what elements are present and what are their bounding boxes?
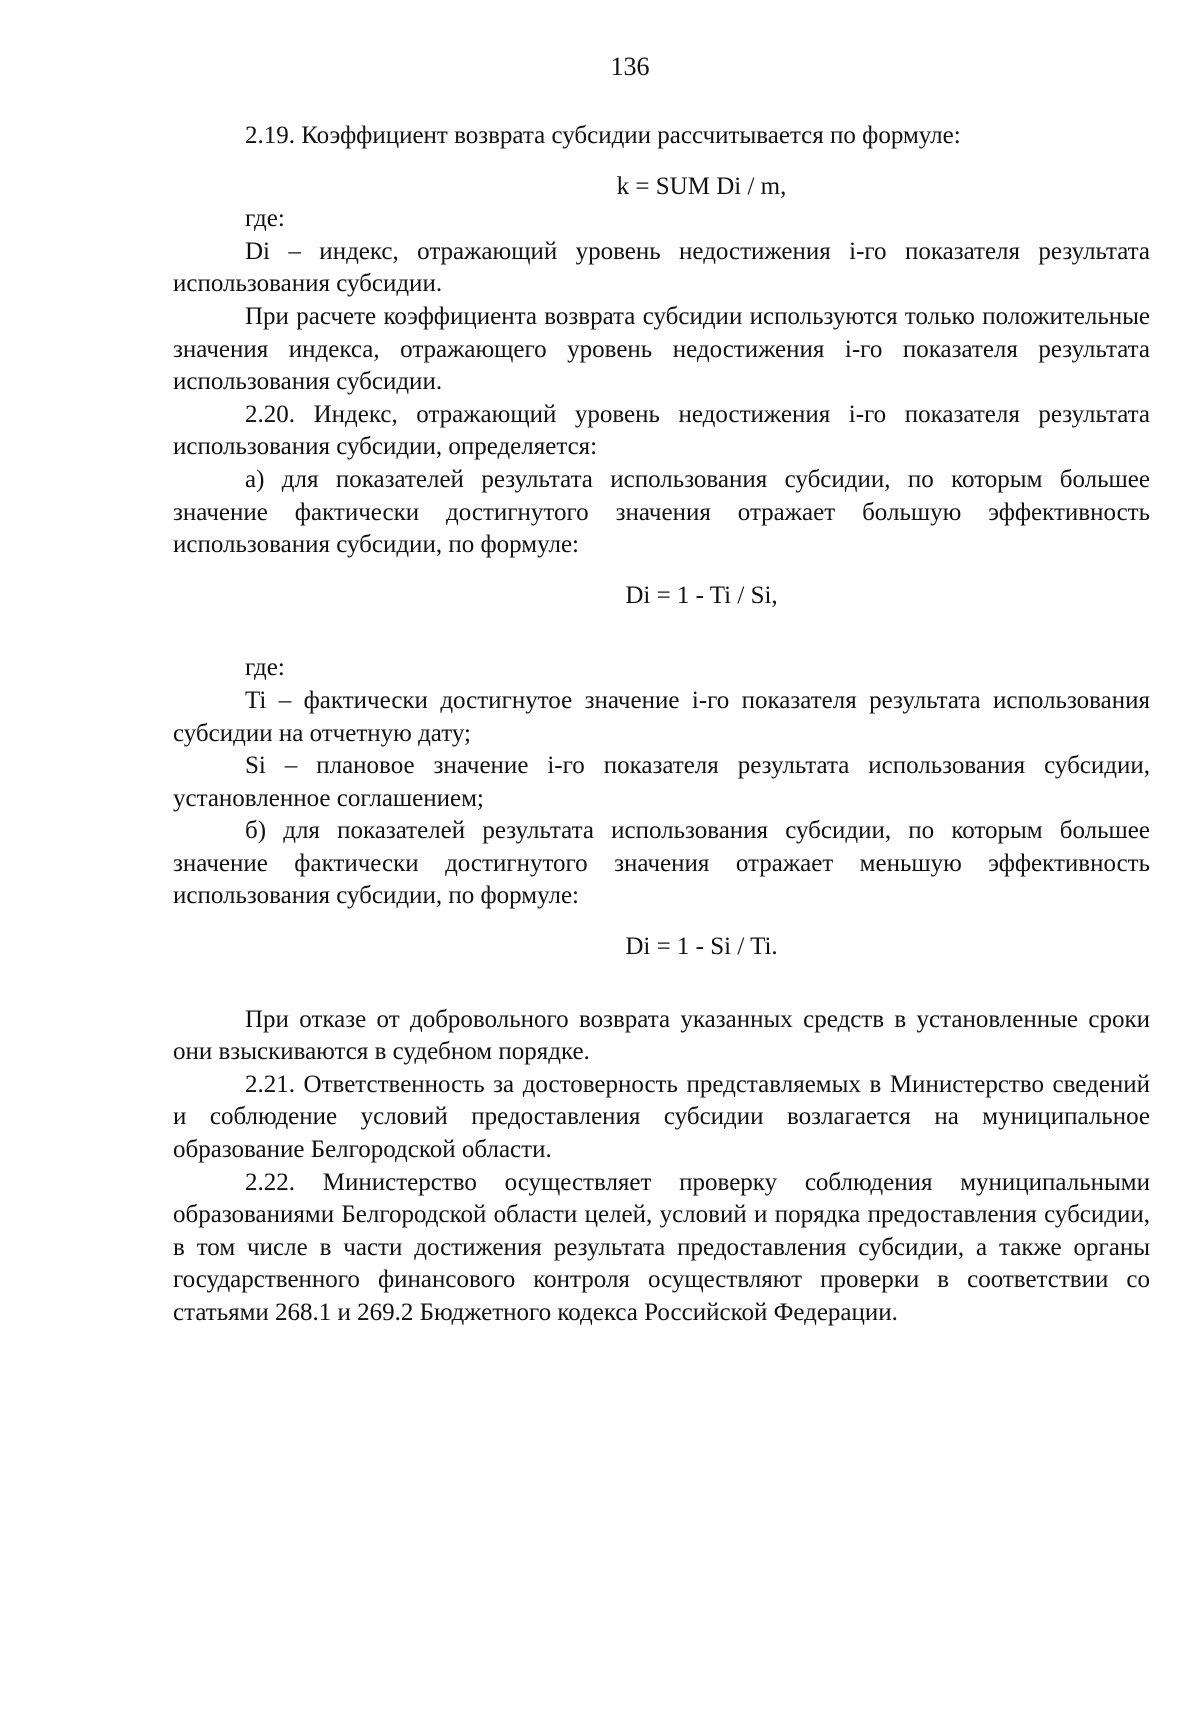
- definition-di: Di – индекс, отражающий уровень недостижения i-го показателя результата использования субсидии.: [173, 237, 1150, 298]
- paragraph-2-19: 2.19. Коэффициент возврата субсидии рассчитывается по формуле:: [245, 122, 961, 149]
- page-number: 136: [610, 52, 650, 81]
- formula-di-a: Di = 1 - Ti / Si,: [625, 581, 778, 609]
- paragraph-positive-values: При расчете коэффициента возврата субсидии используются только положительные значения индекса, отражающего уровень недостижения i-го показателя результата использования субсидии.: [173, 302, 1150, 396]
- paragraph-refusal: При отказе от добровольного возврата указанных средств в установленные сроки они взыскиваются в судебном порядке.: [173, 1005, 1150, 1066]
- paragraph-2-22: 2.22. Министерство осуществляет проверку соблюдения муниципальными образованиями Белгородской области целей, условий и порядка предоставления субсидии, в том числе в части достижения результата предоставления субсидии, а также органы государственного финансового контроля осуществляют проверки в соответствии со статьями 268.1 и 269.2 Бюджетного кодекса Российской Федерации.: [173, 1168, 1150, 1326]
- paragraph-2-20: 2.20. Индекс, отражающий уровень недостижения i-го показателя результата использования субсидии, определяется:: [173, 400, 1150, 461]
- paragraph-case-b: б) для показателей результата использования субсидии, по которым большее значение фактически достигнутого значения отражает меньшую эффективность использования субсидии, по формуле:: [173, 817, 1150, 910]
- definition-ti: Ti – фактически достигнутое значение i-го показателя результата использования субсидии на отчетную дату;: [173, 686, 1150, 747]
- where-label: где:: [245, 205, 285, 233]
- document-body: [173, 120, 1150, 1330]
- formula-k: k = SUM Di / m,: [616, 172, 787, 200]
- formula-di-b: Di = 1 - Si / Ti.: [625, 933, 778, 961]
- paragraph-case-a: а) для показателей результата использования субсидии, по которым большее значение фактически достигнутого значения отражает большую эффективность использования субсидии, по формуле:: [173, 465, 1150, 559]
- paragraph-2-21: 2.21. Ответственность за достоверность представляемых в Министерство сведений и соблюдение условий предоставления субсидии возлагается на муниципальное образование Белгородской области.: [173, 1070, 1150, 1164]
- definition-si: Si – плановое значение i-го показателя результата использования субсидии, установленное соглашением;: [173, 752, 1150, 812]
- where-label: где:: [245, 654, 285, 682]
